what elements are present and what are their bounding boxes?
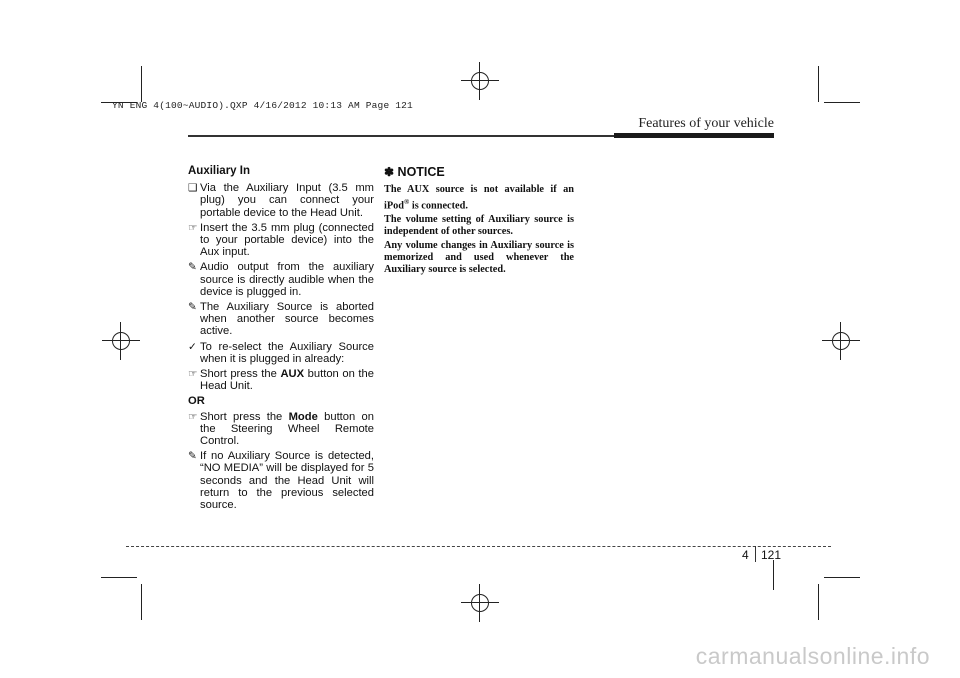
list-item (188, 261, 374, 298)
notice-paragraph: The volume setting of Auxiliary source is independent of other sources. (384, 214, 574, 238)
pointing-hand-icon: ☞ (188, 410, 198, 423)
crop-mark (141, 66, 142, 102)
registered-mark: ® (404, 198, 410, 207)
crop-mark (824, 102, 860, 103)
notice-section (384, 165, 574, 278)
footer-dashed-rule (126, 546, 831, 547)
notice-paragraph (384, 184, 574, 213)
list-item (188, 450, 374, 511)
print-slug: YN ENG 4(100~AUDIO).QXP 4/16/2012 10:13 AM Page 121 (112, 100, 413, 111)
list-item-text: To re-select the Auxiliary Source when it is plugged in already: (200, 340, 374, 365)
page-number: 121 (761, 548, 782, 562)
mode-keyword: Mode (288, 410, 318, 423)
crop-mark (773, 560, 774, 590)
list-item (188, 222, 374, 259)
pointing-hand-icon: ☞ (188, 221, 198, 234)
list-item-text: Audio output from the auxiliary source is directly audible when the device is plugged in. (200, 261, 374, 298)
footer-divider (755, 546, 756, 562)
header-band (614, 133, 774, 138)
pencil-note-icon: ✎ (188, 450, 197, 463)
checkbox-bullet-icon: ❑ (188, 182, 198, 195)
list-item-text: Short press the (200, 410, 289, 423)
registration-mark-icon (461, 62, 499, 100)
list-item-text: button on the Head Unit. (200, 368, 374, 393)
section-title: Auxiliary In (188, 165, 250, 177)
registration-mark-icon (461, 584, 499, 622)
notice-text: is connected. (409, 200, 468, 212)
pointing-hand-icon: ☞ (188, 368, 198, 381)
crop-mark (818, 584, 819, 620)
registration-mark-icon (102, 322, 140, 360)
pencil-note-icon: ✎ (188, 301, 197, 314)
section-header-title: Features of your vehicle (638, 116, 774, 131)
crop-mark (101, 577, 137, 578)
pencil-note-icon: ✎ (188, 261, 197, 274)
chapter-number: 4 (742, 548, 749, 562)
list-item (188, 341, 374, 365)
list-item-text: The Auxiliary Source is aborted when another source becomes active. (200, 301, 374, 338)
list-item-text: Short press the (200, 368, 281, 381)
notice-title: NOTICE (397, 165, 445, 179)
watermark-text: carmanualsonline.info (695, 643, 930, 669)
list-item (188, 301, 374, 338)
notice-text: The AUX source is not available if an iPod (384, 184, 574, 212)
registration-mark-icon (822, 322, 860, 360)
star-icon: ✽ (384, 165, 395, 179)
check-mark-icon: ✓ (188, 340, 197, 353)
list-item (188, 368, 374, 392)
aux-keyword: AUX (280, 368, 305, 381)
crop-mark (824, 577, 860, 578)
crop-mark (818, 66, 819, 102)
crop-mark (141, 584, 142, 620)
auxiliary-in-section (188, 165, 374, 514)
list-item (188, 182, 374, 219)
notice-heading (384, 165, 574, 179)
list-item-text: If no Auxiliary Source is detected, “NO MEDIA” will be displayed for 5 seconds and the Head Unit will return to the previous selected source. (200, 450, 374, 512)
list-item-text: Insert the 3.5 mm plug (connected to your portable device) into the Aux input. (200, 221, 374, 259)
or-label: OR (188, 395, 205, 408)
notice-body (384, 184, 574, 277)
list-item (188, 411, 374, 448)
list-item-text: button on the Steering Wheel Remote Control. (200, 410, 374, 448)
notice-paragraph: Any volume changes in Auxiliary source is memorized and used whenever the Auxiliary source is selected. (384, 239, 574, 276)
list-item-text: Via the Auxiliary Input (3.5 mm plug) you can connect your portable device to the Head Unit. (200, 182, 374, 219)
